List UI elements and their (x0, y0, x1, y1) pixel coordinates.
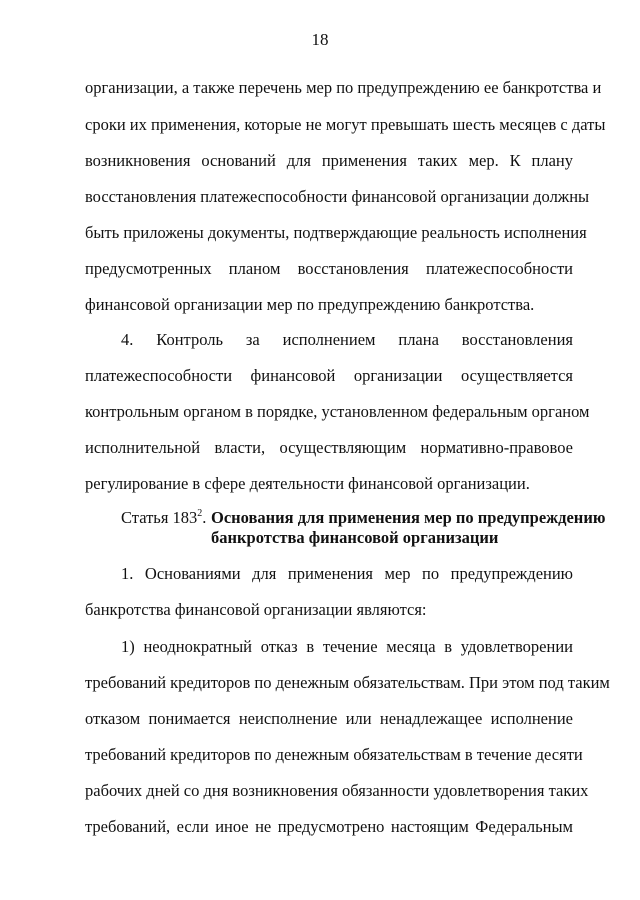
text-line-18: требований кредиторов по денежным обязательствам в течение десяти (85, 745, 583, 764)
text-line-11: исполнительной власти, осуществляющим нормативно-правовое (85, 438, 573, 457)
text-line-19: рабочих дней со дня возникновения обязанности удовлетворения таких (85, 781, 589, 800)
text-line-10: контрольным органом в порядке, установленном федеральным органом (85, 402, 590, 421)
text-line-5: быть приложены документы, подтверждающие реальность исполнения (85, 223, 587, 242)
page-number: 18 (311, 30, 329, 49)
text-line-12: регулирование в сфере деятельности финансовой организации. (85, 474, 530, 493)
text-line-17: отказом понимается неисполнение или ненадлежащее исполнение (85, 709, 573, 728)
text-line-1: организации, а также перечень мер по предупреждению ее банкротства и (85, 78, 602, 97)
article-label-text: Статья 183 (121, 508, 198, 527)
article-label-superscript: 2 (197, 508, 203, 519)
text-line-13: 1. Основаниями для применения мер по предупреждению (121, 564, 573, 583)
article-label-period: . (202, 508, 207, 527)
text-line-7: финансовой организации мер по предупреждению банкротства. (85, 295, 535, 314)
text-line-15: 1) неоднократный отказ в течение месяца в удовлетворении (121, 637, 573, 656)
article-label (121, 508, 206, 528)
text-line-14: банкротства финансовой организации являются: (85, 600, 427, 619)
text-line-4: восстановления платежеспособности финансовой организации должны (85, 187, 590, 206)
article-title-line-2: банкротства финансовой организации (211, 528, 499, 547)
text-line-8: 4. Контроль за исполнением плана восстановления (121, 330, 573, 349)
text-line-6: предусмотренных планом восстановления платежеспособности (85, 259, 573, 278)
text-line-16: требований кредиторов по денежным обязательствам. При этом под таким (85, 673, 610, 692)
text-line-20: требований, если иное не предусмотрено настоящим Федеральным (85, 817, 573, 836)
article-title-line-1: Основания для применения мер по предупреждению (211, 508, 606, 527)
text-line-2: сроки их применения, которые не могут превышать шесть месяцев с даты (85, 115, 606, 134)
text-line-3: возникновения оснований для применения таких мер. К плану (85, 151, 573, 170)
text-line-9: платежеспособности финансовой организации осуществляется (85, 366, 573, 385)
